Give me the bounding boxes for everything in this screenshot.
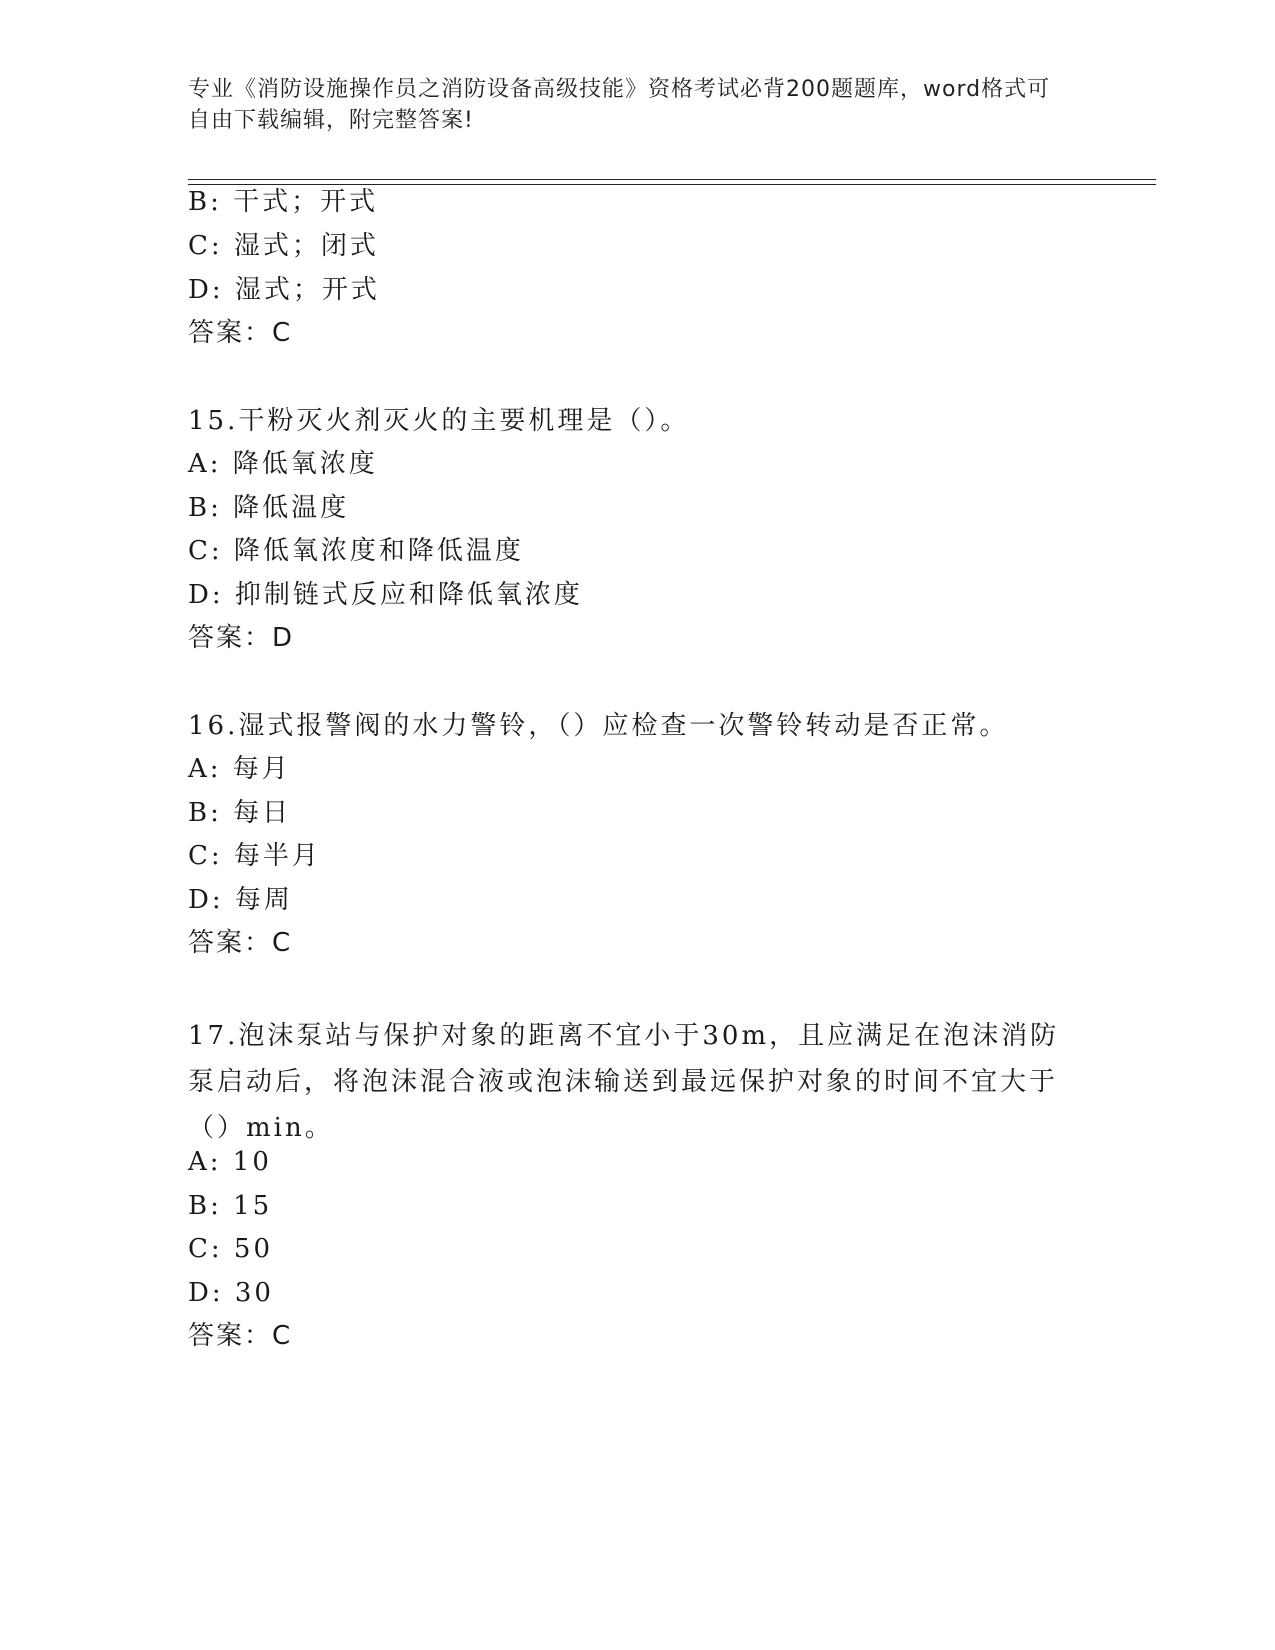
q17-answer: 答案：C xyxy=(188,1321,293,1351)
q17-option-b: B: 15 xyxy=(188,1191,273,1221)
prev-option-b: B: 干式；开式 xyxy=(188,187,379,217)
q16-answer: 答案：C xyxy=(188,928,293,958)
q17-option-d: D: 30 xyxy=(188,1278,274,1308)
q15-answer: 答案：D xyxy=(188,623,295,653)
q16-option-a: A: 每月 xyxy=(188,754,291,784)
q16-stem: 16.湿式报警阀的水力警铃，（）应检查一次警铃转动是否正常。 xyxy=(188,711,1009,741)
q15-option-c: C: 降低氧浓度和降低温度 xyxy=(188,536,524,566)
q17-option-a: A: 10 xyxy=(188,1147,272,1177)
header-divider-top xyxy=(188,179,1156,180)
q17-option-c: C: 50 xyxy=(188,1234,274,1264)
prev-answer: 答案：C xyxy=(188,318,293,348)
prev-option-c: C: 湿式；闭式 xyxy=(188,231,379,261)
q16-option-b: B: 每日 xyxy=(188,798,292,828)
q15-option-b: B: 降低温度 xyxy=(188,493,350,523)
q16-option-c: C: 每半月 xyxy=(188,841,321,871)
q15-stem: 15.干粉灭火剂灭火的主要机理是（）。 xyxy=(188,406,690,436)
q15-option-a: A: 降低氧浓度 xyxy=(188,449,378,479)
document-header: 专业《消防设施操作员之消防设备高级技能》资格考试必背200题题库，word格式可自由下载编辑，附完整答案! xyxy=(188,77,1051,133)
header-divider-bottom xyxy=(188,184,1156,185)
q16-option-d: D: 每周 xyxy=(188,885,293,915)
q15-option-d: D: 抑制链式反应和降低氧浓度 xyxy=(188,580,583,610)
prev-option-d: D: 湿式；开式 xyxy=(188,275,380,305)
q17-stem: 17.泡沫泵站与保护对象的距离不宜小于30m，且应满足在泡沫消防泵启动后，将泡沫混合液或泡沫输送到最远保护对象的时间不宜大于（）min。 xyxy=(188,1021,1060,1143)
